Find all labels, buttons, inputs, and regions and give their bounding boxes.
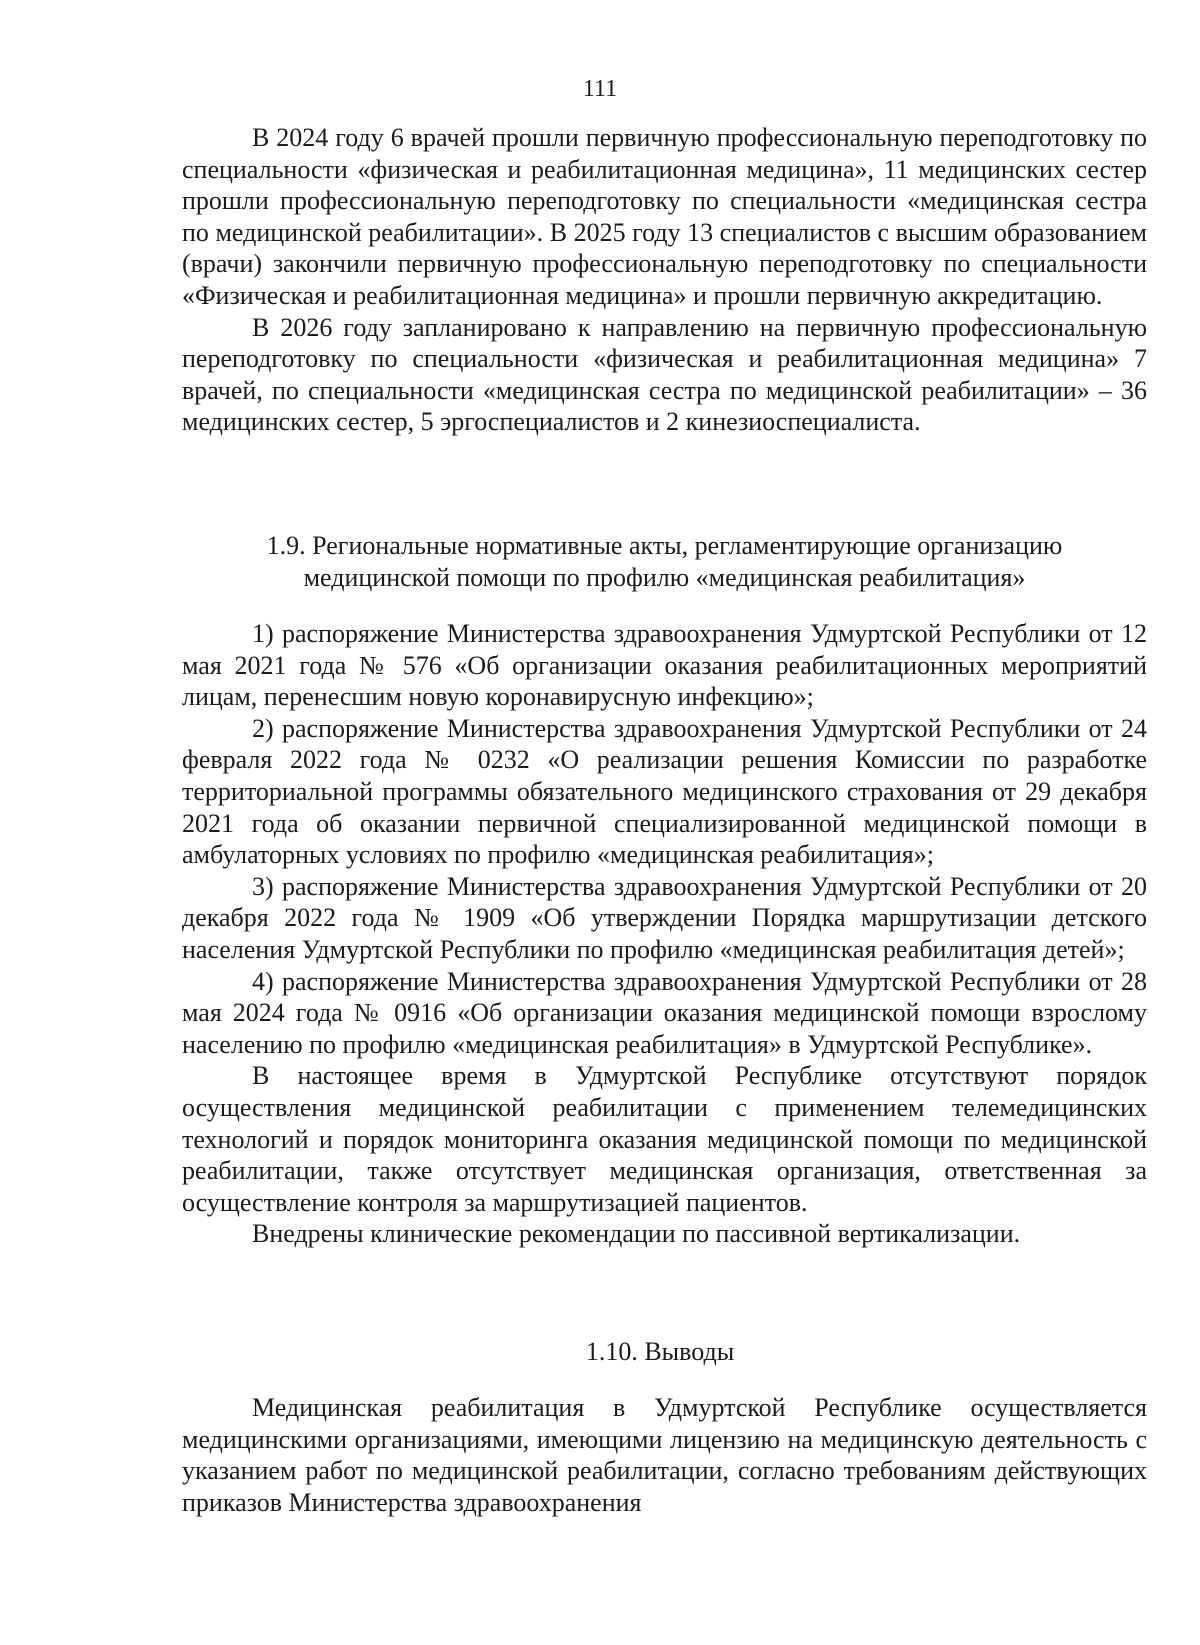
conclusions-section bbox=[182, 1392, 1147, 1518]
regulatory-act-item-3: 3) распоряжение Министерства здравоохранения Удмуртской Республики от 20 декабря 2022 года № 1909 «Об утверждении Порядка маршрутизации детского населения Удмуртской Республики по профилю «медицинская реабилитация детей»; bbox=[182, 871, 1147, 964]
paragraph-conclusions: Медицинская реабилитация в Удмуртской Республике осуществляется медицинскими организациями, имеющими лицензию на медицинскую деятельность с указанием работ по медицинской реабилитации, согласно требованиям действующих приказов Министерства здравоохранения bbox=[182, 1393, 1147, 1517]
page-number: 111 bbox=[582, 76, 618, 102]
section-heading-1-10: 1.10. Выводы bbox=[585, 1337, 735, 1366]
section-heading-1-9-line-2: медицинской помощи по профилю «медицинская реабилитация» bbox=[303, 562, 1026, 592]
regulatory-act-item-4: 4) распоряжение Министерства здравоохранения Удмуртской Республики от 28 мая 2024 года № 0916 «Об организации оказания медицинской помощи взрослому населению по профилю «медицинская реабилитация» в Удмуртской Республике». bbox=[182, 966, 1147, 1059]
section-heading-1-9 bbox=[182, 530, 1147, 593]
paragraph-clinical-recommendations: Внедрены клинические рекомендации по пассивной вертикализации. bbox=[252, 1219, 1021, 1249]
paragraph-training-2026-plan: В 2026 году запланировано к направлению на первичную профессиональную переподготовку по специальности «физическая и реабилитационная медицина» 7 врачей, по специальности «медицинская сестра по медицинской реабилитации» – 36 медицинских сестер, 5 эргоспециалистов и 2 кинезиоспециалиста. bbox=[182, 312, 1147, 437]
section-heading-1-9-line-1: 1.9. Региональные нормативные акты, регламентирующие организацию bbox=[266, 531, 1063, 560]
regulatory-act-item-1: 1) распоряжение Министерства здравоохранения Удмуртской Республики от 12 мая 2021 года № 576 «Об организации оказания реабилитационных мероприятий лицам, перенесшим новую коронавирусную инфекцию»; bbox=[182, 619, 1147, 712]
paragraph-training-2024-2025: В 2024 году 6 врачей прошли первичную профессиональную переподготовку по специальности «физическая и реабилитационная медицина», 11 медицинских сестер прошли профессиональную переподготовку по специальности «медицинская сестра по медицинской реабилитации». В 2025 году 13 специалистов с высшим образованием (врачи) закончили первичную профессиональную переподготовку по специальности «Физическая и реабилитационная медицина» и прошли первичную аккредитацию. bbox=[182, 123, 1147, 310]
regulatory-acts-section bbox=[182, 618, 1147, 1250]
regulatory-act-item-2: 2) распоряжение Министерства здравоохранения Удмуртской Республики от 24 февраля 2022 года № 0232 «О реализации решения Комиссии по разработке территориальной программы обязательного медицинского страхования от 29 декабря 2021 года об оказании первичной специализированной медицинской помощи в амбулаторных условиях по профилю «медицинская реабилитация»; bbox=[182, 713, 1147, 870]
training-section bbox=[182, 122, 1147, 438]
paragraph-missing-procedures: В настоящее время в Удмуртской Республике отсутствуют порядок осуществления медицинской реабилитации с применением телемедицинских технологий и порядок мониторинга оказания медицинской помощи по медицинской реабилитации, также отсутствует медицинская организация, ответственная за осуществление контроля за маршрутизацией пациентов. bbox=[182, 1061, 1147, 1217]
